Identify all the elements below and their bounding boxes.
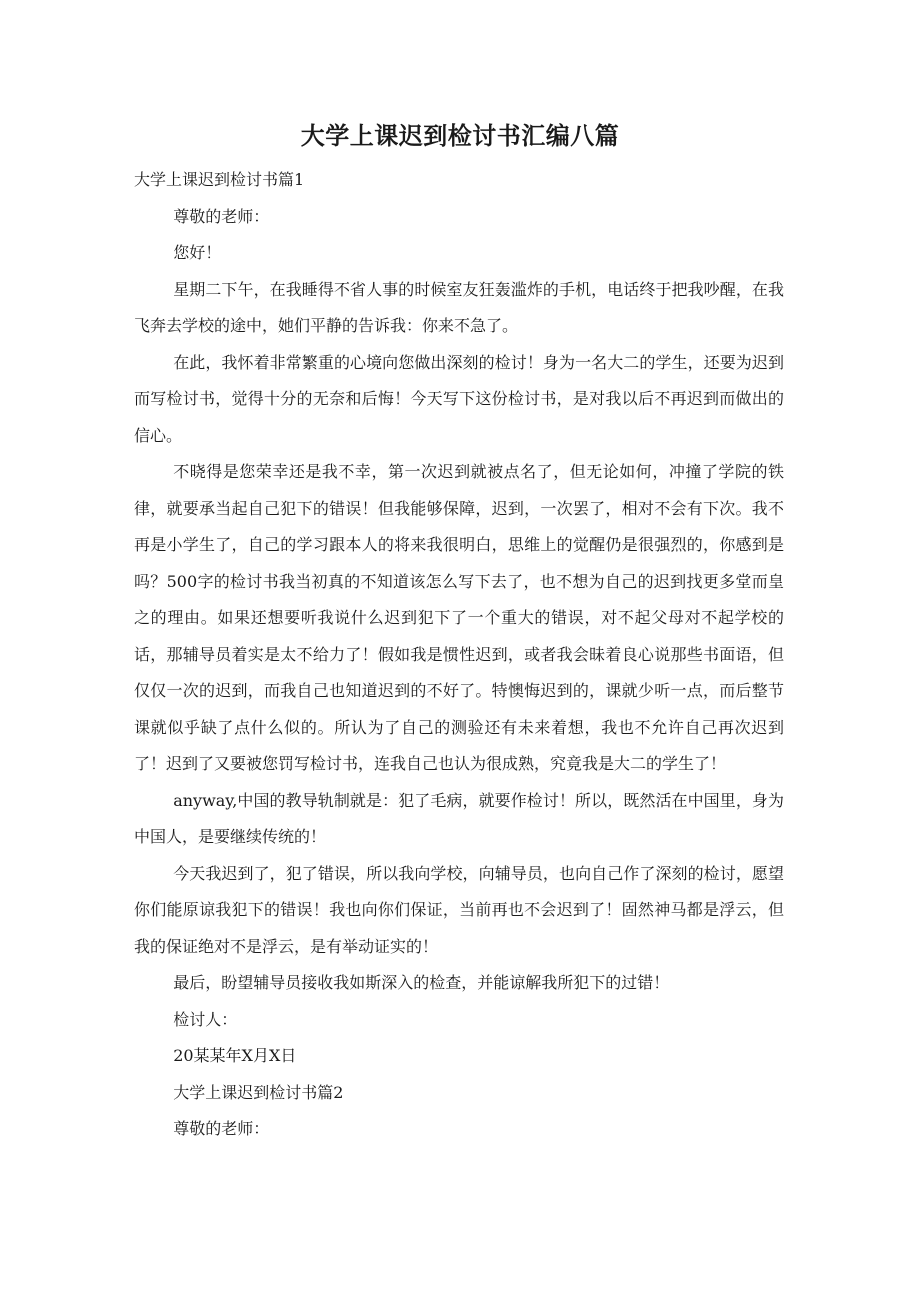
document-body bbox=[134, 162, 784, 1148]
section-heading-2: 大学上课迟到检讨书篇2 bbox=[173, 1082, 344, 1102]
salutation: 尊敬的老师： bbox=[173, 1119, 270, 1138]
paragraph: 在此，我怀着非常繁重的心境向您做出深刻的检讨！身为一名大二的学生，还要为迟到而写检讨书，觉得十分的无奈和后悔！今天写下这份检讨书，是对我以后不再迟到而做出的信心。 bbox=[134, 352, 784, 445]
salutation: 尊敬的老师： bbox=[173, 206, 270, 226]
section-heading-1: 大学上课迟到检讨书篇1 bbox=[134, 170, 305, 189]
paragraph: 今天我迟到了，犯了错误，所以我向学校，向辅导员，也向自己作了深刻的检讨，愿望你们能原谅我犯下的错误！我也向你们保证，当前再也不会迟到了！固然神马都是浮云，但我的保证绝对不是浮云，是有举动证实的！ bbox=[134, 863, 784, 956]
paragraph: 最后，盼望辅导员接收我如斯深入的检查，并能谅解我所犯下的过错！ bbox=[173, 973, 670, 992]
paragraph: anyway,中国的教导轨制就是：犯了毛病，就要作检讨！所以，既然活在中国里，身为中国人，是要继续传统的！ bbox=[134, 790, 784, 846]
greeting: 您好！ bbox=[173, 243, 222, 262]
date-line: 20某某年X月X日 bbox=[173, 1046, 297, 1065]
signature-label: 检讨人： bbox=[173, 1009, 238, 1029]
document-title: 大学上课迟到检讨书汇编八篇 bbox=[300, 122, 620, 150]
paragraph: 星期二下午，在我睡得不省人事的时候室友狂轰滥炸的手机，电话终于把我吵醒，在我飞奔去学校的途中，她们平静的告诉我：你来不急了。 bbox=[134, 279, 784, 335]
paragraph: 不晓得是您荣幸还是我不幸，第一次迟到就被点名了，但无论如何，冲撞了学院的铁律，就要承当起自己犯下的错误！但我能够保障，迟到，一次罢了，相对不会有下次。我不再是小学生了，自己的学习跟本人的将来我很明白，思维上的觉醒仍是很强烈的，你感到是吗？500字的检讨书我当初真的不知道该怎么写下去了，也不想为自己的迟到找更多堂而皇之的理由。如果还想要听我说什么迟到犯下了一个重大的错误，对不起父母对不起学校的话，那辅导员着实是太不给力了！假如我是惯性迟到，或者我会昧着良心说那些书面语，但仅仅一次的迟到，而我自己也知道迟到的不好了。特懊悔迟到的，课就少听一点，而后整节课就似乎缺了点什么似的。所认为了自己的测验还有未来着想，我也不允许自己再次迟到了！迟到了又要被您罚写检讨书，连我自己也认为很成熟，究竟我是大二的学生了！ bbox=[134, 462, 784, 773]
